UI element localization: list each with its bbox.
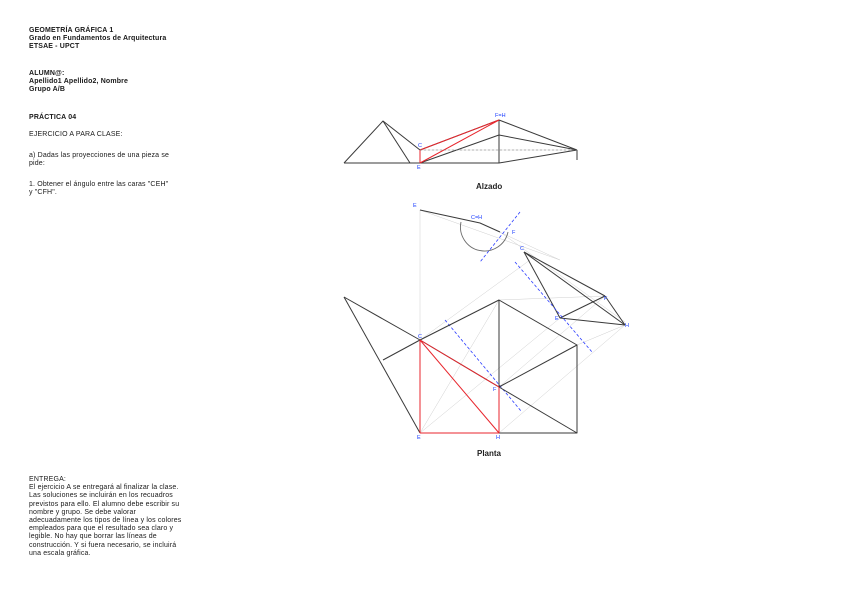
student-name: Apellido1 Apellido2, Nombre — [29, 78, 129, 86]
auxiliary-views — [413, 203, 629, 433]
label-F-plan: F — [493, 387, 497, 393]
label-H-plan: H — [496, 435, 500, 441]
plan-view — [344, 297, 577, 458]
label-C-plan: C — [418, 334, 422, 340]
label-C-aux: C — [520, 246, 524, 252]
delivery-line: una escala gráfica. — [29, 549, 91, 557]
delivery-title: ENTREGA: — [29, 476, 66, 483]
delivery-line: empleados para que el resultado sea claro y — [29, 525, 174, 533]
plan-highlight — [420, 340, 499, 433]
delivery-line: El ejercicio A se entregará al finalizar la clase. — [29, 484, 179, 492]
task-line: 1. Obtener el ángulo entre las caras "CEH" — [29, 181, 169, 188]
label-H-truesize: H — [625, 323, 629, 329]
question-line: pide: — [29, 160, 45, 168]
label-E-aux: E — [413, 203, 417, 209]
delivery-line: nombre y grupo. Se debe valorar — [29, 508, 136, 516]
elevation-caption: Alzado — [476, 182, 503, 191]
delivery-line: Las soluciones se incluirán en los recuadros — [29, 492, 173, 500]
label-F-aux: F — [512, 230, 516, 236]
exercise-title: EJERCICIO A PARA CLASE: — [29, 131, 123, 138]
course-title: GEOMETRÍA GRÁFICA 1 — [29, 27, 114, 34]
delivery-line: adecuadamente los tipos de línea y los colores — [29, 517, 182, 525]
delivery-line: construcción. Y si fuera necesario, se incluirá — [29, 541, 177, 549]
course-school: ETSAE - UPCT — [29, 43, 80, 51]
label-E-elevation: E — [417, 165, 421, 171]
label-F-truesize: F — [604, 296, 608, 302]
label-FH-elevation: F=H — [495, 113, 506, 119]
course-degree: Grado en Fundamentos de Arquitectura — [29, 35, 167, 43]
label-E-truesize: E — [555, 316, 559, 322]
elevation-highlight — [420, 120, 499, 163]
delivery-line: previstos para ello. El alumno debe escribir su — [29, 500, 180, 508]
elevation-view — [344, 113, 577, 191]
label-E-plan: E — [417, 435, 421, 441]
delivery-line: legible. No hay que borrar las líneas de — [29, 533, 157, 541]
plan-caption: Planta — [477, 449, 502, 458]
label-CH-aux: C=H — [471, 215, 483, 221]
student-group: Grupo A/B — [29, 86, 66, 94]
practice-title: PRÁCTICA 04 — [29, 114, 77, 121]
task-line: y "CFH". — [29, 189, 57, 197]
question-line: a) Dadas las proyecciones de una pieza se — [29, 152, 170, 159]
student-title: ALUMN@: — [29, 70, 65, 77]
true-size-view — [420, 210, 625, 325]
label-C-elevation: C — [418, 143, 422, 149]
